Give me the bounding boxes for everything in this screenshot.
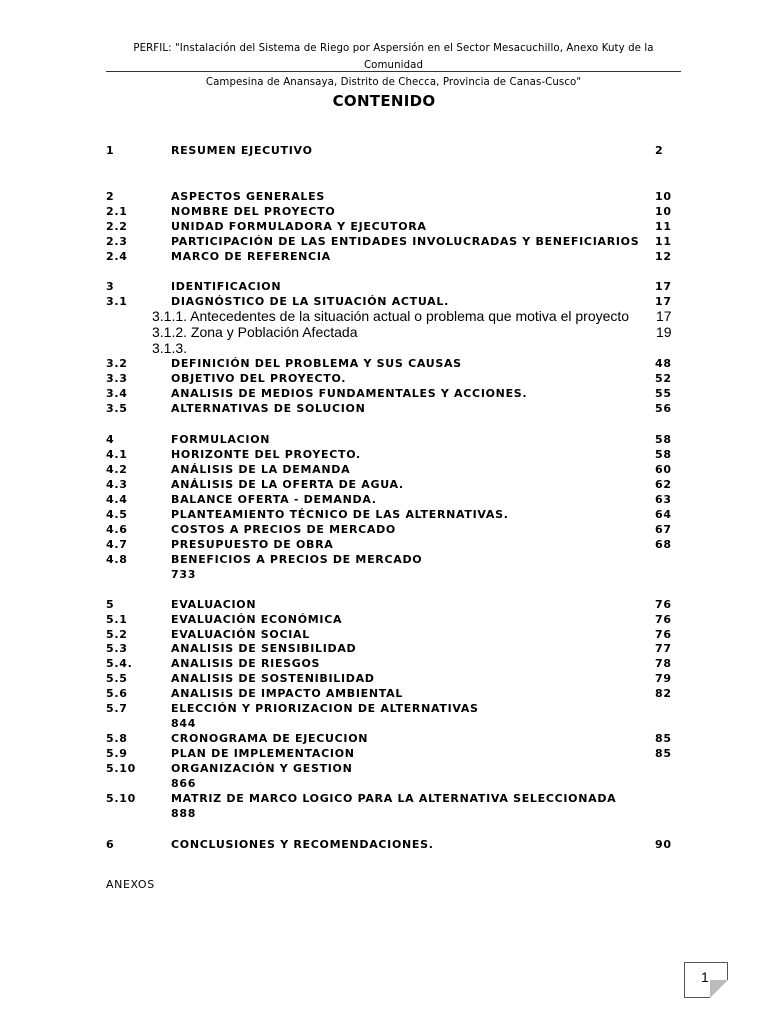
toc-entry-num: 5.1 — [106, 613, 128, 626]
toc-entry-page: 82 — [655, 687, 672, 700]
toc-entry-page: 12 — [655, 250, 672, 263]
toc-entry-num: 5.9 — [106, 747, 128, 760]
toc-entry — [0, 447, 768, 462]
toc-entry-num: 2 — [106, 190, 115, 203]
toc-entry-page: 58 — [655, 448, 672, 461]
toc-entry-title: 3.1.3. — [152, 340, 188, 356]
toc-entry-title: ALTERNATIVAS DE SOLUCION — [171, 402, 366, 415]
toc-entry-title: DEFINICIÓN DEL PROBLEMA Y SUS CAUSAS — [171, 357, 462, 370]
toc-entry — [0, 552, 768, 567]
toc-entry-title: 733 — [171, 568, 197, 581]
toc-entry-page: 64 — [655, 508, 672, 521]
toc-entry-title: IDENTIFICACION — [171, 280, 282, 293]
toc-entry-page: 17 — [655, 295, 672, 308]
toc-entry-num: 5.10 — [106, 762, 136, 775]
toc-entry-page: 55 — [655, 387, 672, 400]
toc-entry — [0, 641, 768, 656]
toc-entry-title: ANALISIS DE MEDIOS FUNDAMENTALES Y ACCIONES. — [171, 387, 528, 400]
toc-entry — [0, 791, 768, 806]
toc-entry-num: 4.8 — [106, 553, 128, 566]
toc-entry — [0, 716, 768, 731]
toc-entry — [0, 761, 768, 776]
toc-entry — [0, 806, 768, 821]
toc-entry — [0, 656, 768, 671]
toc-entry-title: ANALISIS DE SOSTENIBILIDAD — [171, 672, 375, 685]
toc-entry — [0, 204, 768, 219]
toc-entry-title: DIAGNÓSTICO DE LA SITUACIÓN ACTUAL. — [171, 295, 449, 308]
toc-entry-page: 48 — [655, 357, 672, 370]
toc-entry-page: 52 — [655, 372, 672, 385]
toc-entry-page: 76 — [655, 613, 672, 626]
toc-entry-num: 6 — [106, 838, 115, 851]
toc-entry-title: ANALISIS DE RIESGOS — [171, 657, 321, 670]
toc-entry — [0, 492, 768, 507]
toc-entry-title: 3.1.2. Zona y Población Afectada — [152, 324, 358, 340]
toc-entry-num: 1 — [106, 144, 115, 157]
toc-entry-page: 11 — [655, 220, 672, 233]
toc-entry-title: PLANTEAMIENTO TÉCNICO DE LAS ALTERNATIVAS. — [171, 508, 509, 521]
toc-entry-num: 3 — [106, 280, 115, 293]
toc-entry-title: ANALISIS DE SENSIBILIDAD — [171, 642, 357, 655]
toc-entry — [0, 746, 768, 761]
toc-entry-page: 85 — [655, 732, 672, 745]
toc-entry-page: 79 — [655, 672, 672, 685]
toc-entry-title: NOMBRE DEL PROYECTO — [171, 205, 336, 218]
toc-entry — [0, 279, 768, 294]
toc-entry — [0, 627, 768, 642]
toc-entry-num: 4.2 — [106, 463, 128, 476]
toc-entry — [0, 522, 768, 537]
toc-entry-num: 3.3 — [106, 372, 128, 385]
toc-entry — [0, 309, 768, 324]
toc-entry — [0, 701, 768, 716]
toc-entry-page: 60 — [655, 463, 672, 476]
toc-entry — [0, 432, 768, 447]
toc-entry-page: 90 — [655, 838, 672, 851]
toc-entry — [0, 234, 768, 249]
toc-entry-title: ELECCIÓN Y PRIORIZACION DE ALTERNATIVAS — [171, 702, 479, 715]
toc-entry-title: EVALUACIÓN ECONÓMICA — [171, 613, 343, 626]
toc-entry-num: 5.7 — [106, 702, 128, 715]
toc-entry-page: 58 — [655, 433, 672, 446]
toc-entry-num: 4.6 — [106, 523, 128, 536]
toc-entry-title: CRONOGRAMA DE EJECUCION — [171, 732, 369, 745]
toc-entry-num: 2.2 — [106, 220, 128, 233]
toc-entry-num: 5.5 — [106, 672, 128, 685]
toc-entry-title: ORGANIZACIÓN Y GESTION — [171, 762, 353, 775]
toc-entry-num: 5.8 — [106, 732, 128, 745]
annex-label: ANEXOS — [106, 878, 155, 891]
toc-entry — [0, 477, 768, 492]
toc-entry-num: 4.7 — [106, 538, 128, 551]
toc-entry-num: 3.2 — [106, 357, 128, 370]
toc-entry — [0, 294, 768, 309]
toc-entry-num: 3.4 — [106, 387, 128, 400]
toc-entry-page: 17 — [656, 308, 672, 324]
header-line-1: PERFIL: "Instalación del Sistema de Riego por Aspersión en el Sector Mesacuchillo, Anexo Kuty de la Comunidad — [133, 43, 654, 71]
toc-entry-page: 10 — [655, 190, 672, 203]
toc-entry — [0, 249, 768, 264]
toc-entry-title: PARTICIPACIÓN DE LAS ENTIDADES INVOLUCRADAS Y BENEFICIARIOS — [171, 235, 640, 248]
toc-entry-page: 10 — [655, 205, 672, 218]
header-line-2: Campesina de Anansaya, Distrito de Checca, Provincia de Canas-Cusco" — [205, 77, 582, 88]
toc-entry — [0, 507, 768, 522]
toc-entry — [0, 401, 768, 416]
toc-entry-title: FORMULACION — [171, 433, 271, 446]
toc-entry-page: 11 — [655, 235, 672, 248]
toc-entry-page: 63 — [655, 493, 672, 506]
toc-entry-title: PLAN DE IMPLEMENTACION — [171, 747, 355, 760]
toc-entry-num: 4.1 — [106, 448, 128, 461]
toc-entry-num: 5.3 — [106, 642, 128, 655]
toc-entry — [0, 341, 768, 356]
toc-entry-page: 19 — [656, 324, 672, 340]
toc-entry-page: 17 — [655, 280, 672, 293]
toc-entry-title: 844 — [171, 717, 197, 730]
toc-entry-page: 68 — [655, 538, 672, 551]
toc-entry — [0, 143, 768, 158]
toc-entry-num: 2.4 — [106, 250, 128, 263]
toc-entry-title: EVALUACION — [171, 598, 257, 611]
toc-entry — [0, 386, 768, 401]
toc-entry-page: 2 — [655, 144, 664, 157]
toc-entry-num: 2.1 — [106, 205, 128, 218]
toc-entry-title: RESUMEN EJECUTIVO — [171, 144, 313, 157]
toc-entry — [0, 356, 768, 371]
toc-entry-page: 85 — [655, 747, 672, 760]
toc-entry-title: 866 — [171, 777, 197, 790]
page-number-box — [684, 962, 728, 998]
toc-entry — [0, 537, 768, 552]
toc-entry — [0, 462, 768, 477]
toc-entry — [0, 837, 768, 852]
toc-entry-num: 5 — [106, 598, 115, 611]
toc-entry-page: 76 — [655, 628, 672, 641]
toc-entry-title: MARCO DE REFERENCIA — [171, 250, 331, 263]
toc-entry-title: 3.1.1. Antecedentes de la situación actual o problema que motiva el proyecto — [152, 308, 630, 324]
toc-entry-num: 4.5 — [106, 508, 128, 521]
toc-entry-title: 888 — [171, 807, 197, 820]
toc-entry-page: 76 — [655, 598, 672, 611]
toc-entry-num: 5.4. — [106, 657, 133, 670]
toc-entry — [0, 776, 768, 791]
toc-entry — [0, 686, 768, 701]
toc-entry-title: MATRIZ DE MARCO LOGICO PARA LA ALTERNATIVA SELECCIONADA — [171, 792, 617, 805]
toc-entry — [0, 371, 768, 386]
toc-entry-num: 3.5 — [106, 402, 128, 415]
toc-entry-title: UNIDAD FORMULADORA Y EJECUTORA — [171, 220, 427, 233]
toc-entry — [0, 597, 768, 612]
toc-entry-page: 67 — [655, 523, 672, 536]
toc-entry-title: ANALISIS DE IMPACTO AMBIENTAL — [171, 687, 404, 700]
toc-entry — [0, 189, 768, 204]
toc-entry-page: 77 — [655, 642, 672, 655]
page-curl-icon — [710, 980, 728, 998]
toc-entry-title: CONCLUSIONES Y RECOMENDACIONES. — [171, 838, 434, 851]
toc-entry-title: EVALUACIÓN SOCIAL — [171, 628, 310, 641]
toc-entry — [0, 671, 768, 686]
toc-entry — [0, 567, 768, 582]
toc-entry-title: ASPECTOS GENERALES — [171, 190, 325, 203]
page-title: CONTENIDO — [332, 92, 436, 110]
toc-entry — [0, 219, 768, 234]
toc-entry-num: 2.3 — [106, 235, 128, 248]
toc-entry-num: 4 — [106, 433, 115, 446]
toc-entry — [0, 612, 768, 627]
toc-entry-title: BENEFICIOS A PRECIOS DE MERCADO — [171, 553, 423, 566]
toc-entry-page: 62 — [655, 478, 672, 491]
toc-entry-title: BALANCE OFERTA - DEMANDA. — [171, 493, 377, 506]
toc-entry-title: ANÁLISIS DE LA DEMANDA — [171, 463, 351, 476]
toc-entry-num: 4.3 — [106, 478, 128, 491]
toc-entry-num: 5.2 — [106, 628, 128, 641]
toc-entry-num: 5.6 — [106, 687, 128, 700]
toc-entry-page: 78 — [655, 657, 672, 670]
toc-entry-num: 4.4 — [106, 493, 128, 506]
toc-entry — [0, 325, 768, 340]
toc-entry-num: 5.10 — [106, 792, 136, 805]
toc-entry — [0, 731, 768, 746]
toc-entry-title: HORIZONTE DEL PROYECTO. — [171, 448, 361, 461]
toc-entry-title: COSTOS A PRECIOS DE MERCADO — [171, 523, 396, 536]
toc-entry-num: 3.1 — [106, 295, 128, 308]
toc-entry-title: PRESUPUESTO DE OBRA — [171, 538, 334, 551]
toc-entry-title: ANÁLISIS DE LA OFERTA DE AGUA. — [171, 478, 404, 491]
toc-entry-title: OBJETIVO DEL PROYECTO. — [171, 372, 347, 385]
page-number: 1 — [701, 969, 709, 985]
toc-entry-page: 56 — [655, 402, 672, 415]
